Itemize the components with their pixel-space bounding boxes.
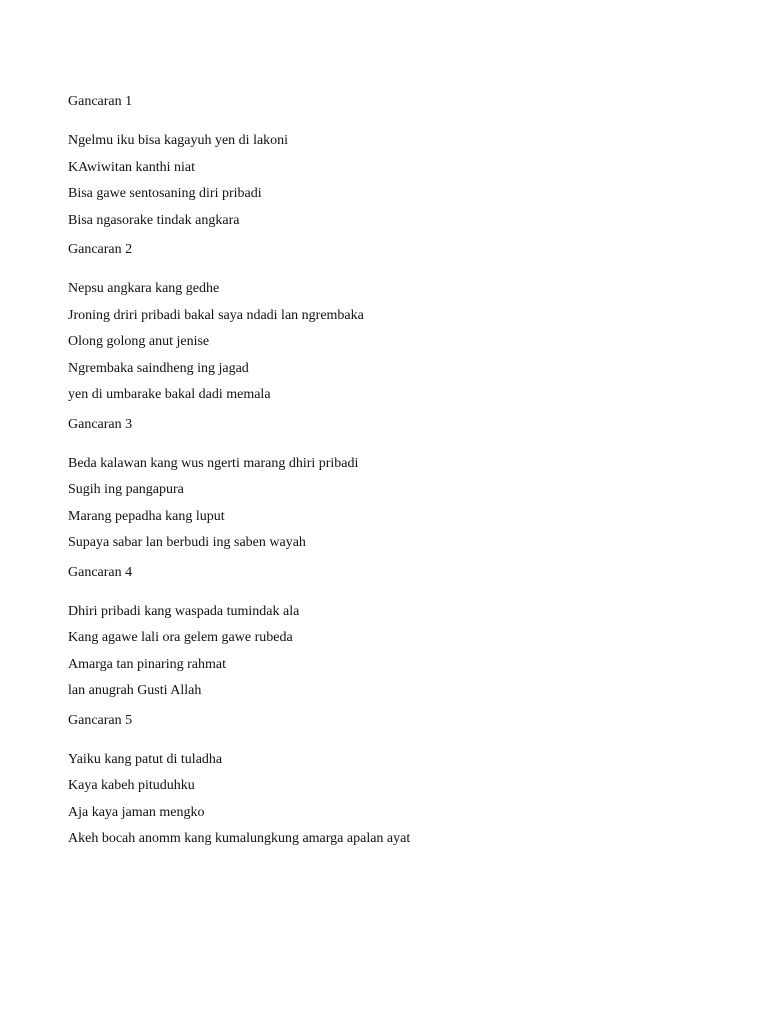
text-line: Amarga tan pinaring rahmat	[68, 656, 226, 672]
stanza-3	[68, 416, 708, 557]
text-line: Jroning driri pribadi bakal saya ndadi lan ngrembaka	[68, 307, 364, 323]
text-line: Yaiku kang patut di tuladha	[68, 751, 223, 767]
stanza-heading: Gancaran 3	[68, 416, 133, 432]
text-line: Nepsu angkara kang gedhe	[68, 281, 220, 296]
stanza-5	[68, 712, 708, 853]
stanza-lines	[68, 747, 708, 853]
stanza-lines	[68, 128, 708, 234]
document-page	[68, 93, 708, 860]
text-line: Aja kaya jaman mengko	[68, 804, 205, 820]
text-line: KAwiwitan kanthi niat	[68, 159, 196, 175]
text-line: Ngelmu iku bisa kagayuh yen di lakoni	[68, 133, 289, 148]
text-line: Kang agawe lali ora gelem gawe rubeda	[68, 630, 293, 645]
stanza-heading: Gancaran 2	[68, 242, 133, 257]
stanza-1	[68, 93, 708, 234]
text-line: Supaya sabar lan berbudi ing saben wayah	[68, 535, 306, 550]
stanza-2	[68, 241, 708, 409]
stanza-lines	[68, 451, 708, 557]
stanza-heading: Gancaran 5	[68, 712, 133, 728]
text-line: Bisa ngasorake tindak angkara	[68, 212, 240, 228]
stanza-lines	[68, 276, 708, 409]
text-line: Kaya kabeh pituduhku	[68, 778, 195, 793]
text-line: Marang pepadha kang luput	[68, 508, 225, 524]
text-line: Olong golong anut jenise	[68, 334, 210, 349]
text-line: Beda kalawan kang wus ngerti marang dhiri pribadi	[68, 455, 359, 471]
text-line: Bisa gawe sentosaning diri pribadi	[68, 186, 262, 201]
stanza-heading: Gancaran 4	[68, 564, 133, 580]
stanza-lines	[68, 599, 708, 705]
text-line: Dhiri pribadi kang waspada tumindak ala	[68, 603, 300, 619]
stanza-4	[68, 564, 708, 705]
text-line: lan anugrah Gusti Allah	[68, 683, 202, 698]
text-line: yen di umbarake bakal dadi memala	[68, 387, 271, 402]
text-line: Akeh bocah anomm kang kumalungkung amarga apalan ayat	[68, 831, 411, 846]
text-line: Sugih ing pangapura	[68, 482, 184, 497]
text-line: Ngrembaka saindheng ing jagad	[68, 360, 249, 376]
stanza-heading: Gancaran 1	[68, 94, 133, 109]
